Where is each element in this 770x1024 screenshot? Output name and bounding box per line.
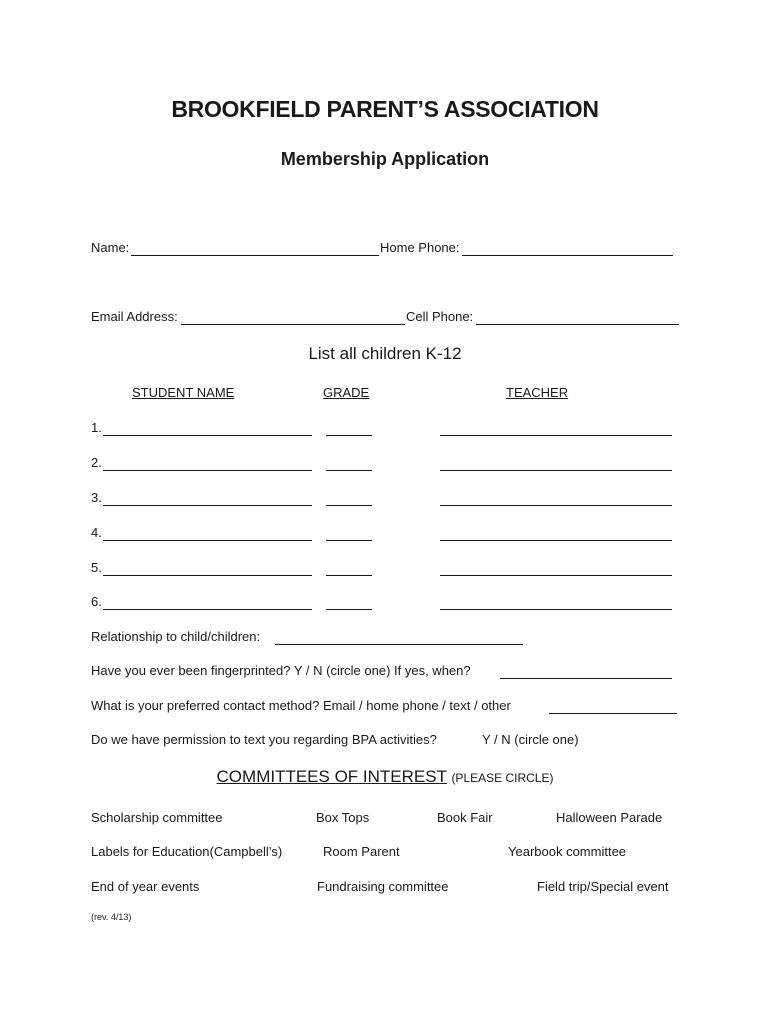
student-name-field[interactable] [103,540,312,541]
form-subtitle: Membership Application [280,149,490,169]
committees-heading: COMMITTEES OF INTEREST [216,767,447,786]
teacher-field[interactable] [440,609,672,610]
committee-option[interactable]: Room Parent [323,844,400,859]
teacher-field[interactable] [440,540,672,541]
relationship-label: Relationship to child/children: [91,629,261,644]
fingerprint-date-field[interactable] [500,678,672,679]
children-heading: List all children K-12 [308,344,462,363]
child-row-number: 3. [91,490,102,505]
committees-note: (PLEASE CIRCLE) [451,771,554,785]
teacher-field[interactable] [440,575,672,576]
grade-header: GRADE [323,385,370,400]
name-label: Name: [91,240,130,255]
grade-field[interactable] [326,575,372,576]
committee-option[interactable]: End of year events [91,879,200,894]
student-name-field[interactable] [103,435,312,436]
grade-field[interactable] [326,609,372,610]
home-phone-label: Home Phone: [380,240,460,255]
child-row-number: 2. [91,455,102,470]
committee-option[interactable]: Field trip/Special event [537,879,669,894]
grade-field[interactable] [326,435,372,436]
text-permission-choice[interactable]: Y / N (circle one) [482,732,579,747]
committee-option[interactable]: Scholarship committee [91,810,223,825]
student-name-field[interactable] [103,470,312,471]
email-field[interactable] [181,324,405,325]
home-phone-field[interactable] [462,255,673,256]
contact-method-other-field[interactable] [549,713,677,714]
committee-option[interactable]: Book Fair [437,810,493,825]
name-field[interactable] [131,255,379,256]
cell-phone-field[interactable] [476,324,679,325]
child-row-number: 4. [91,525,102,540]
relationship-field[interactable] [275,644,523,645]
committee-option[interactable]: Box Tops [316,810,370,825]
student-name-field[interactable] [103,505,312,506]
text-permission-question: Do we have permission to text you regarding BPA activities? [91,732,437,747]
committees-heading-row [0,767,770,787]
grade-field[interactable] [326,470,372,471]
email-label: Email Address: [91,309,178,324]
student-name-field[interactable] [103,609,312,610]
teacher-field[interactable] [440,470,672,471]
grade-field[interactable] [326,505,372,506]
child-row-number: 5. [91,560,102,575]
child-row-number: 6. [91,594,102,609]
child-row-number: 1. [91,420,102,435]
fingerprint-question: Have you ever been fingerprinted? Y / N (circle one) If yes, when? [91,663,471,678]
committee-option[interactable]: Halloween Parade [556,810,663,825]
teacher-header: TEACHER [506,385,569,400]
committee-option[interactable]: Fundraising committee [317,879,449,894]
committee-option[interactable]: Yearbook committee [508,844,627,859]
committee-option[interactable]: Labels for Education(Campbell’s) [91,844,283,859]
grade-field[interactable] [326,540,372,541]
cell-phone-label: Cell Phone: [406,309,474,324]
teacher-field[interactable] [440,435,672,436]
student-name-field[interactable] [103,575,312,576]
contact-method-question: What is your preferred contact method? Email / home phone / text / other [91,698,511,713]
student-name-header: STUDENT NAME [132,385,235,400]
teacher-field[interactable] [440,505,672,506]
revision-note: (rev. 4/13) [91,912,132,922]
form-title: BROOKFIELD PARENT’S ASSOCIATION [171,96,599,122]
